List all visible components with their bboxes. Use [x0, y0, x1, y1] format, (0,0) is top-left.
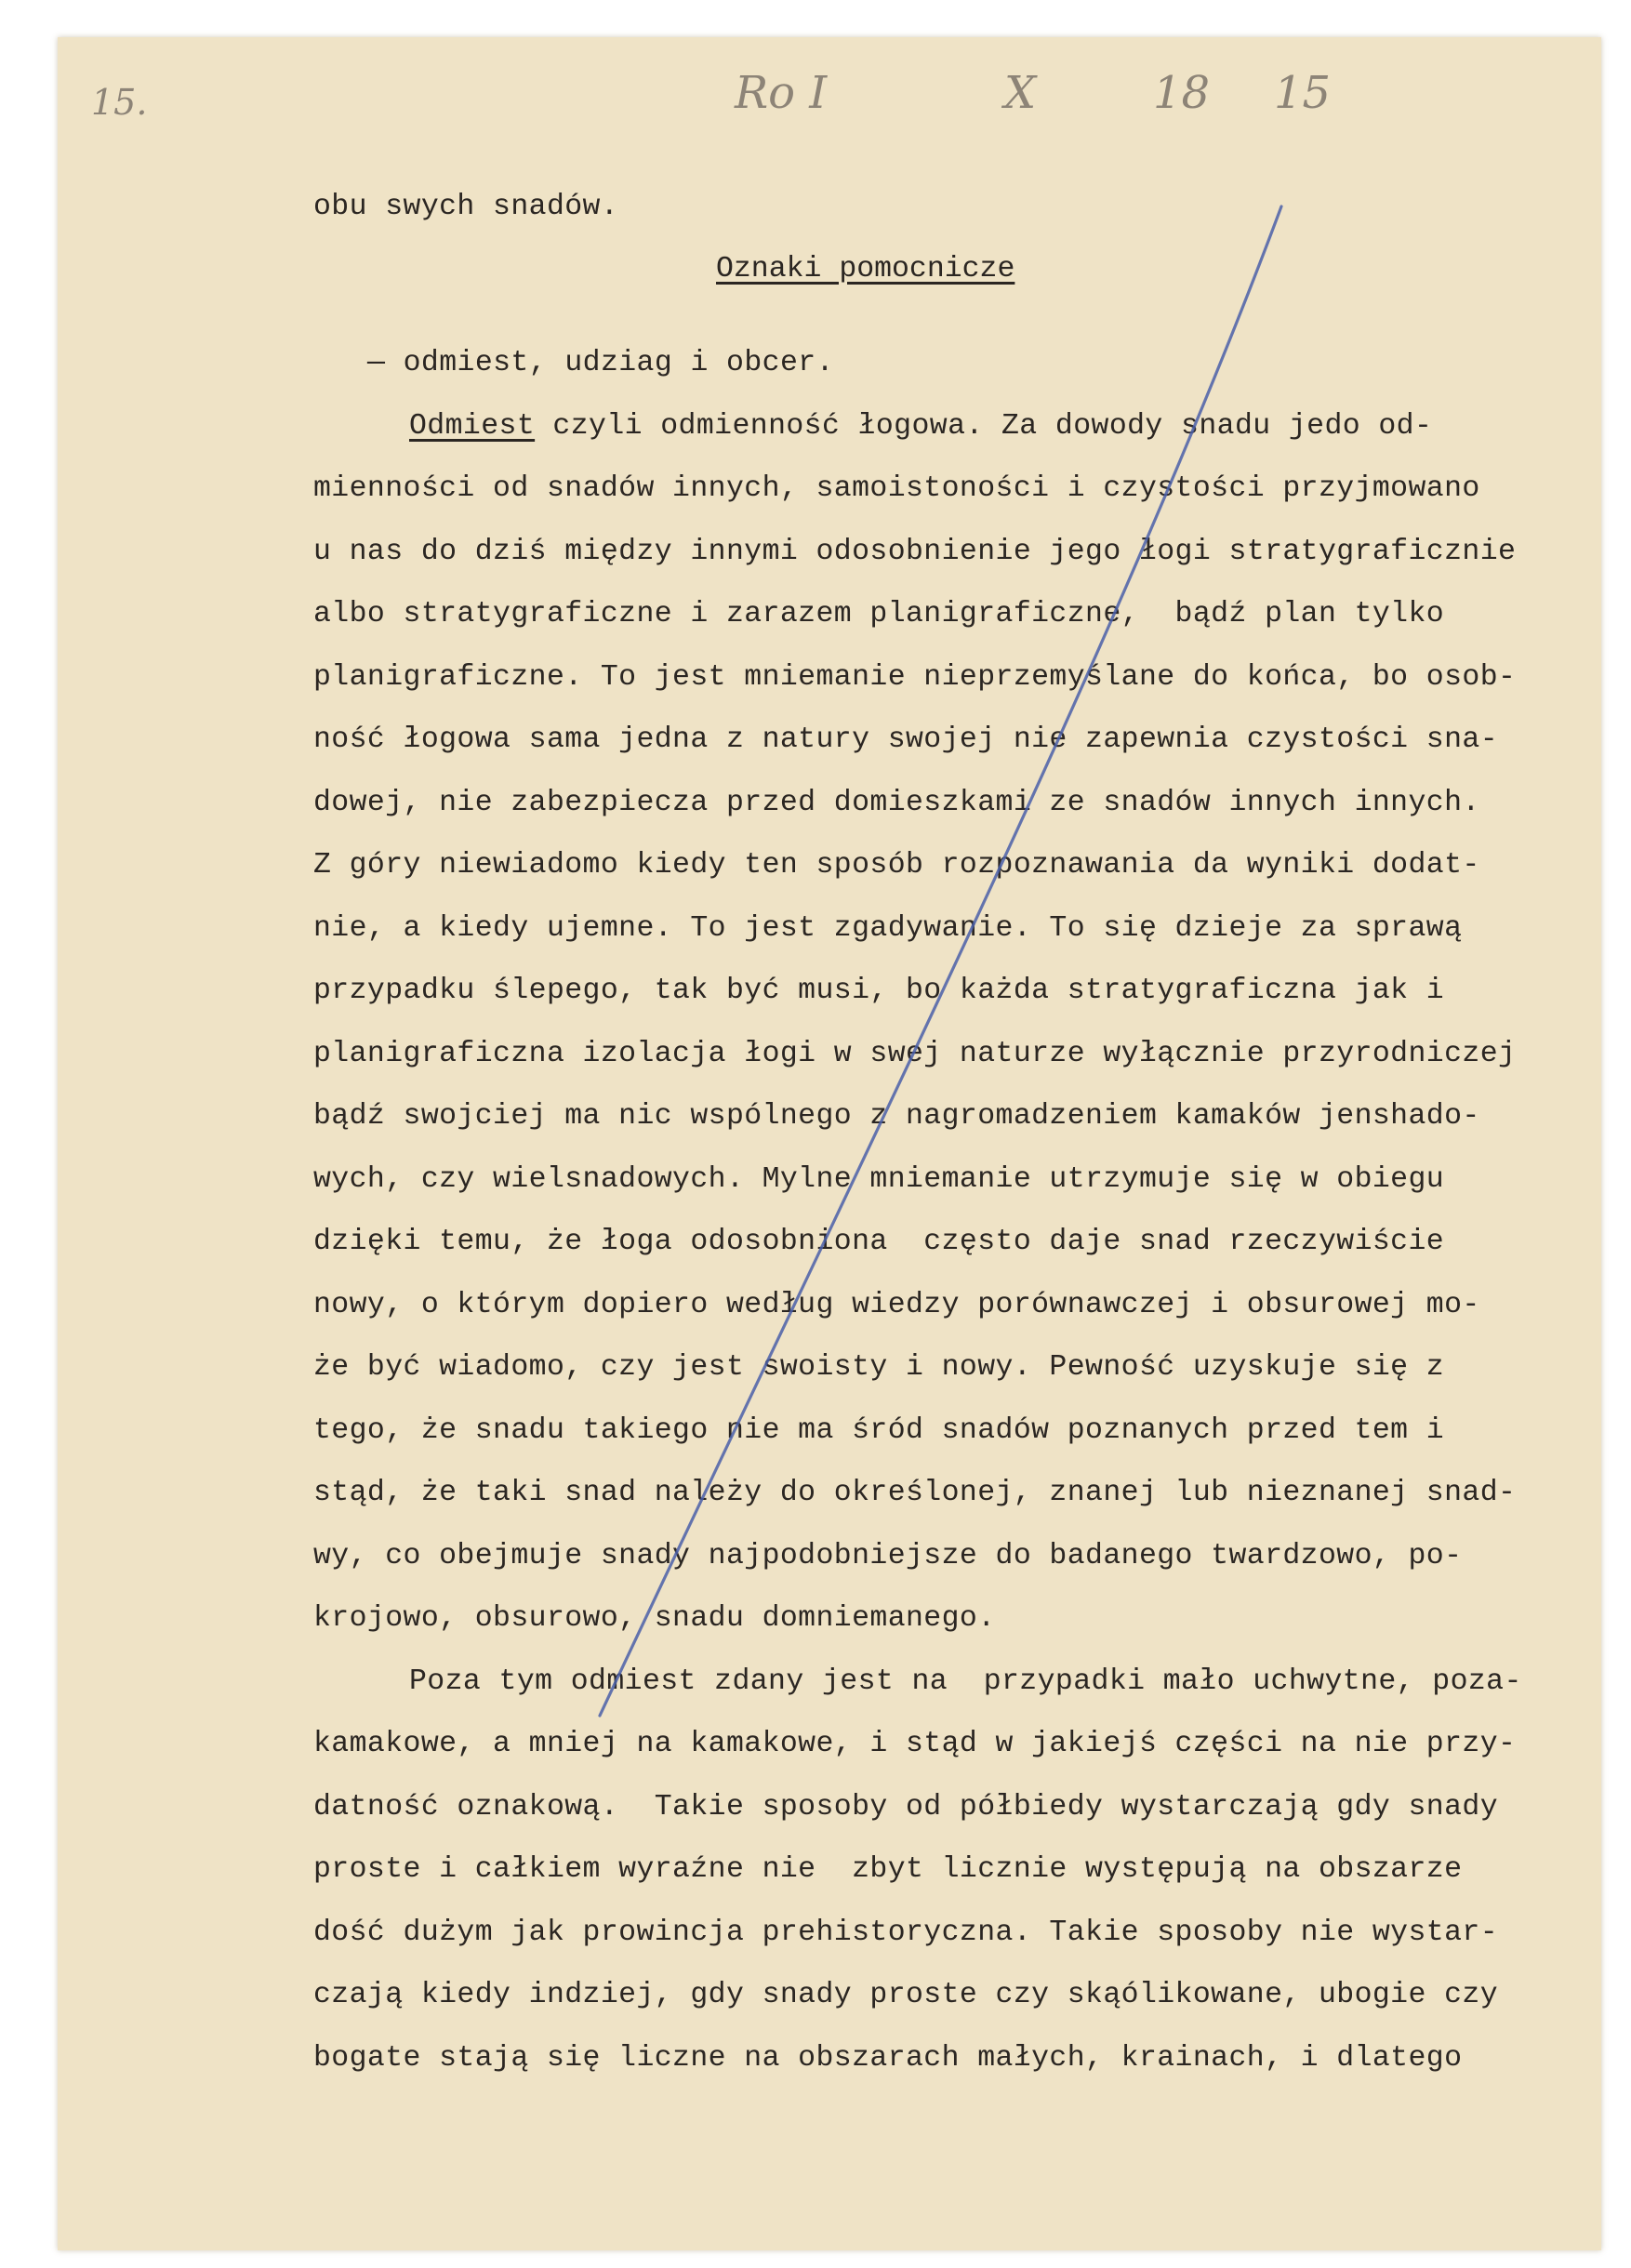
- text-line: że być wiadomo, czy jest swoisty i nowy. Pewność uzyskuje się z: [313, 1351, 1445, 1384]
- page-number-annotation: 15.: [91, 82, 148, 123]
- text-line: stąd, że taki snad należy do określonej, znanej lub nieznanej snad-: [313, 1477, 1517, 1509]
- text-line-list: — odmiest, udziag i obcer.: [367, 347, 834, 379]
- text-line: datność oznakową. Takie sposoby od półbiedy wystarczają gdy snady: [313, 1791, 1499, 1824]
- text-line: mienności od snadów innych, samoistoności i czystości przyjmowano: [313, 472, 1480, 505]
- text-line: przypadku ślepego, tak być musi, bo każda stratygraficzna jak i: [313, 975, 1445, 1007]
- text-line: kamakowe, a mniej na kamakowe, i stąd w jakiejś części na nie przy-: [313, 1728, 1517, 1760]
- text-line: ność łogowa sama jedna z natury swojej nie zapewnia czystości sna-: [313, 723, 1499, 756]
- paragraph-lead-line: [409, 412, 1432, 442]
- text-line: u nas do dziś między innymi odosobnienie jego łogi stratygraficznie: [313, 536, 1517, 568]
- text-line: dowej, nie zabezpiecza przed domieszkami ze snadów innych innych.: [313, 787, 1480, 819]
- text-line: nowy, o którym dopiero według wiedzy porównawczej i obsurowej mo-: [313, 1289, 1480, 1321]
- text-line: bądź swojciej ma nic wspólnego z nagromadzeniem kamaków jenshado-: [313, 1100, 1480, 1133]
- text-line: planigraficzne. To jest mniemanie nieprzemyślane do końca, bo osob-: [313, 661, 1517, 694]
- underlined-term: Odmiest: [409, 410, 536, 443]
- archive-annotation-folio: 15: [1274, 67, 1332, 119]
- archive-annotation-ro: Ro I: [735, 67, 828, 119]
- text-line: krojowo, obsurowo, snadu domniemanego.: [313, 1602, 996, 1635]
- text-line: tego, że snadu takiego nie ma śród snadów poznanych przed tem i: [313, 1414, 1445, 1447]
- archive-annotation-roman: X: [1004, 67, 1037, 119]
- text-line: proste i całkiem wyraźne nie zbyt licznie występują na obszarze: [313, 1853, 1463, 1886]
- text-line: dzięki temu, że łoga odosobniona często daje snad rzeczywiście: [313, 1226, 1445, 1258]
- text-line: wy, co obejmuje snady najpodobniejsze do badanego twardzowo, po-: [313, 1540, 1463, 1572]
- paragraph-lead-rest: czyli odmienność łogowa. Za dowody snadu jedo od-: [535, 410, 1433, 443]
- text-line: nie, a kiedy ujemne. To jest zgadywanie. To się dzieje za sprawą: [313, 912, 1463, 945]
- text-line: Z góry niewiadomo kiedy ten sposób rozpoznawania da wyniki dodat-: [313, 849, 1480, 882]
- text-line: czają kiedy indziej, gdy snady proste czy skąólikowane, ubogie czy: [313, 1979, 1499, 2011]
- text-line-indented: Poza tym odmiest zdany jest na przypadki mało uchwytne, poza-: [409, 1665, 1522, 1698]
- text-line-1: obu swych snadów.: [313, 191, 619, 223]
- text-line: albo stratygraficzne i zarazem planigraficzne, bądź plan tylko: [313, 598, 1445, 630]
- text-line: dość dużym jak prowincja prehistoryczna. Takie sposoby nie wystar-: [313, 1917, 1499, 1949]
- text-line: bogate stają się liczne na obszarach małych, krainach, i dlatego: [313, 2042, 1463, 2075]
- section-heading: Oznaki pomocnicze: [716, 253, 1015, 285]
- text-line: wych, czy wielsnadowych. Mylne mniemanie utrzymuje się w obiegu: [313, 1163, 1445, 1196]
- archive-annotation-number: 18: [1153, 67, 1211, 119]
- text-line: planigraficzna izolacja łogi w swej naturze wyłącznie przyrodniczej: [313, 1038, 1517, 1070]
